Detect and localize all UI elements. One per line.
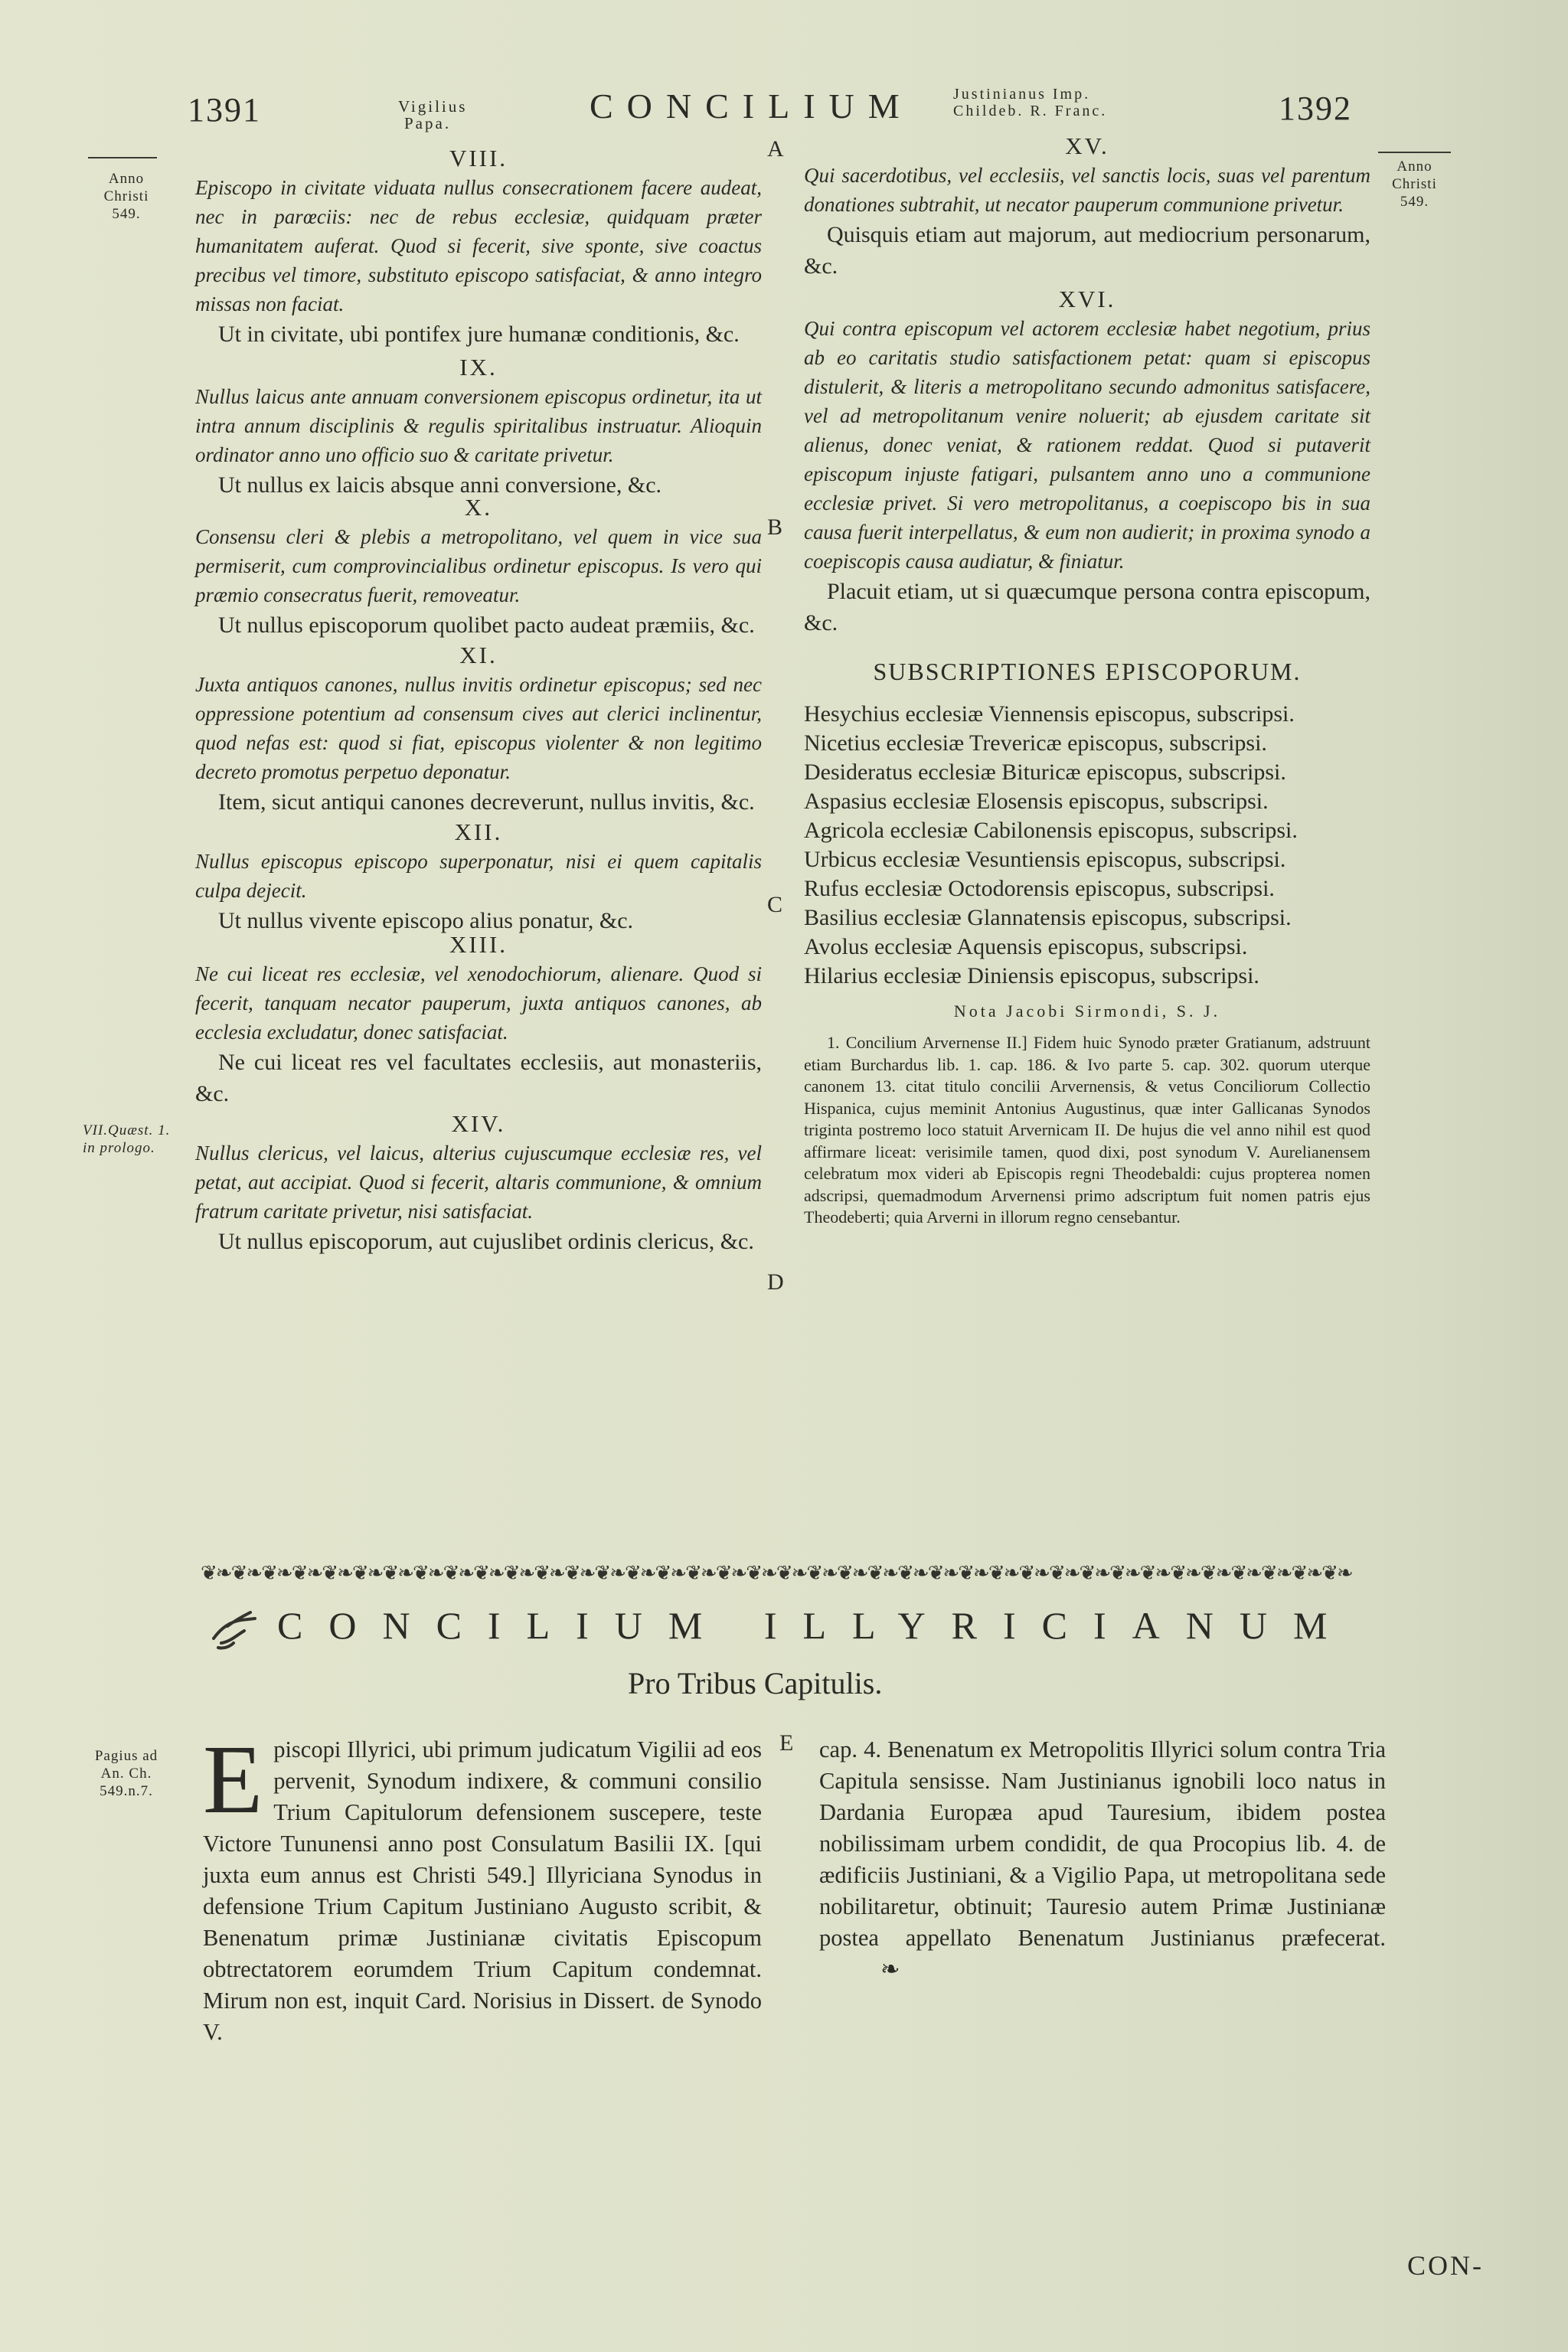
chapter-number: XII. <box>454 818 503 845</box>
canon-text: Qui contra episcopum vel actorem ecclesiæ habet negotium, prius ab eo caritatis studio satisfactionem petat: quam si episcopus distulerit, & literis a metropolitano secundo admonitus satisfacere, vel ad metropolitanum venire noluerit; ab ejusdem caritate sit alienus, donec veniat, & rationem reddat. Quod si putaverit episcopum injuste fatigari, pulsantem anno uno a communione ecclesiæ privet. Si vero metropolitanus, a coepiscopo bis in sua causa fuerit interpellatus, & eum non audierit; in proxima synodo a coepiscopis causa audiatur, & finiatur. <box>804 317 1370 573</box>
drop-capital: E <box>203 1725 263 1834</box>
canon-text: Episcopo in civitate viduata nullus consecrationem facere audeat, nec in parœciis: nec de rebus ecclesiæ, quidquam præter humanitatem auferat. Quod si fecerit, sive sponte, sive coactus precibus vel timore, substituto episcopo satisfaciat, & anno integro missas non faciat. <box>195 176 762 315</box>
margin-line: 549. <box>112 206 141 222</box>
right-column <box>804 132 1370 1229</box>
margin-line: Anno <box>108 171 145 187</box>
canon-text: Nullus laicus ante annuam conversionem episcopus ordinetur, ita ut intra annum disciplinis & regulis spiritalibus instruatur. Alioquin ordinator anno uno officio suo & caritate privetur. <box>195 385 762 466</box>
pointing-hand-icon <box>211 1605 260 1654</box>
header-right-small <box>953 86 1107 119</box>
chapter-number: XIII. <box>449 931 508 958</box>
nota-heading: Nota Jacobi Sirmondi, S. J. <box>953 1001 1221 1021</box>
section-letter-e: E <box>779 1730 794 1756</box>
illyricum-left-text <box>203 1725 762 2048</box>
header-left-line: Papa. <box>404 114 452 132</box>
margin-line: Christi <box>1392 176 1437 192</box>
canon-text: Nullus clericus, vel laicus, alterius cujuscumque ecclesiæ res, vel petat, aut accipiat. Quod si fecerit, altaris communione, & omnium fratrum caritate privetur, nisi satisfaciat. <box>195 1142 762 1223</box>
page-number-right: 1392 <box>1279 90 1352 127</box>
subscriptions-list <box>804 700 1370 991</box>
subscription-entry: Urbicus ecclesiæ Vesuntiensis episcopus, subscripsi. <box>804 847 1286 872</box>
chapter-number: VIII. <box>449 145 508 172</box>
margin-reference-pagius <box>84 1747 168 1800</box>
canon-summary: Ut nullus ex laicis absque anni conversione, &c. <box>218 472 662 498</box>
margin-line: 549.n.7. <box>100 1783 153 1799</box>
margin-line: 549. <box>1400 194 1429 210</box>
subscription-entry: Hilarius ecclesiæ Diniensis episcopus, subscripsi. <box>804 963 1259 988</box>
canon-summary: Ut nullus episcoporum, aut cujuslibet ordinis clericus, &c. <box>218 1229 754 1254</box>
canon-text: Consensu cleri & plebis a metropolitano, vel quem in vice sua permiserit, cum comprovincialibus ordinetur episcopus. Is vero qui præmio consecratus fuerit, removeatur. <box>195 525 762 606</box>
canon-text: Ne cui liceat res ecclesiæ, vel xenodochiorum, alienare. Quod si fecerit, tanquam necator pauperum, juxta antiquos canones, ab ecclesia excludatur, donec satisfaciat. <box>195 962 762 1044</box>
anno-christi-left <box>84 170 168 223</box>
subscription-entry: Basilius ecclesiæ Glannatensis episcopus, subscripsi. <box>804 905 1292 930</box>
margin-reference-quaest <box>83 1122 190 1157</box>
margin-line: An. Ch. <box>100 1766 152 1782</box>
subscription-entry: Hesychius ecclesiæ Viennensis episcopus, subscripsi. <box>804 701 1295 727</box>
canon-summary: Ut nullus episcoporum quolibet pacto audeat præmiis, &c. <box>218 612 755 638</box>
margin-line: Pagius ad <box>94 1748 158 1764</box>
section-letter-a: A <box>767 136 784 162</box>
canon-summary: Ne cui liceat res vel facultates ecclesiis, aut monasteriis, &c. <box>195 1050 762 1106</box>
header-right-line: Justinianus Imp. <box>953 86 1091 103</box>
margin-line: Anno <box>1396 158 1432 175</box>
end-ornament: ❧ <box>880 1956 900 1982</box>
illyricum-paragraph: cap. 4. Benenatum ex Metropolitis Illyrici solum contra Tria Capitula sensisse. Nam Justinianus ignobili loco natus in Dardania Europæa apud Tauresium, ibidem postea nobilissimam urbem condidit, de qua Procopius lib. 4. de ædificiis Justiniani, & a Vigilio Papa, ut metropolitana sede nobilitaretur, obtinuit; Tauresio autem Primæ Justinianæ postea appellato Benenatum Justinianus præfecerat. <box>819 1736 1386 1951</box>
chapter-number: XIV. <box>451 1110 506 1137</box>
chapter-number: XI. <box>459 642 498 668</box>
nota-text: 1. Concilium Arvernense II.] Fidem huic Synodo præter Gratianum, adstruunt etiam Burchardus lib. 1. cap. 186. & Ivo parte 5. cap. 302. quorum uterque canonem 13. citat titulo concilii Arvernensis, & vetus Conciliorum Collectio Hispanica, cujus meminit Antonius Augustinus, quæ inter Gallicanas Synodos triginta postremo loco statuit Arvernicam II. De hujus die vel anno nihil est quod affirmare liceat: verisimile tamen, quod dixi, post synodum V. Aurelianensem celebratum mox videri ab Episcopis regni Theodebaldi: cujus propterea nomen adscripsi, quemadmodum Arvernensi primo adscriptum fuit nomen patris ejus Theodeberti; quia Arverni in illorum regno censebantur. <box>804 1033 1370 1227</box>
subscription-entry: Aspasius ecclesiæ Elosensis episcopus, subscripsi. <box>804 789 1269 814</box>
margin-line: Christi <box>103 188 149 204</box>
section-subtitle: Pro Tribus Capitulis. <box>628 1666 883 1700</box>
page-number-left: 1391 <box>188 91 261 129</box>
margin-rule-right <box>1378 152 1451 153</box>
anno-christi-right <box>1378 158 1451 211</box>
section-letter-d: D <box>767 1269 784 1295</box>
running-title: CONCILIUM <box>590 87 913 126</box>
canon-summary: Placuit etiam, ut si quæcumque persona contra episcopum, &c. <box>804 579 1370 635</box>
canon-summary: Item, sicut antiqui canones decreverunt, nullus invitis, &c. <box>218 789 755 815</box>
chapter-number: X. <box>464 494 493 521</box>
canon-summary: Quisquis etiam aut majorum, aut mediocrium personarum, &c. <box>804 222 1370 279</box>
header-left-small <box>398 98 467 132</box>
canon-text: Qui sacerdotibus, vel ecclesiis, vel sanctis locis, suas vel parentum donationes subtrahit, ut necator pauperum communione privetur. <box>804 164 1370 216</box>
margin-rule-left <box>88 157 157 158</box>
subscription-entry: Agricola ecclesiæ Cabilonensis episcopus, subscripsi. <box>804 818 1298 843</box>
catchword: CON- <box>1407 2250 1484 2281</box>
subscriptions-heading: SUBSCRIPTIONES EPISCOPORUM. <box>873 658 1302 685</box>
section-letter-c: C <box>767 892 783 917</box>
illyricum-right-text <box>819 1734 1386 1985</box>
canon-text: Juxta antiquos canones, nullus invitis ordinetur episcopus; sed nec oppressione potentium ad consensum cives aut clerici inclinentur, quod nefas est: quod si fiat, episcopus violenter & non legitimo decreto promotus perpetuo deponatur. <box>195 673 762 783</box>
margin-line: in prologo. <box>83 1140 155 1156</box>
subscription-entry: Rufus ecclesiæ Octodorensis episcopus, subscripsi. <box>804 876 1275 901</box>
left-column <box>195 144 762 1257</box>
subscription-entry: Avolus ecclesiæ Aquensis episcopus, subscripsi. <box>804 934 1248 959</box>
chapter-number: IX. <box>459 354 498 381</box>
header-right-line: Childeb. R. Franc. <box>953 103 1108 119</box>
canon-text: Nullus episcopus episcopo superponatur, nisi ei quem capitalis culpa dejecit. <box>195 850 762 902</box>
subscription-entry: Desideratus ecclesiæ Bituricæ episcopus, subscripsi. <box>804 760 1286 785</box>
header-left-line: Vigilius <box>398 97 468 116</box>
chapter-number: XV. <box>1065 132 1109 159</box>
canon-summary: Ut nullus vivente episcopo alius ponatur, &c. <box>218 908 634 933</box>
canon-summary: Ut in civitate, ubi pontifex jure humanæ conditionis, &c. <box>218 322 740 347</box>
section-letter-b: B <box>767 514 783 540</box>
section-title: CONCILIUM ILLYRICIANUM <box>277 1604 1354 1647</box>
chapter-number: XVI. <box>1058 286 1116 312</box>
subscription-entry: Nicetius ecclesiæ Trevericæ episcopus, subscripsi. <box>804 730 1267 756</box>
margin-line: VII.Quæst. 1. <box>83 1122 171 1138</box>
illyricum-paragraph: piscopi Illyrici, ubi primum judicatum Vigilii ad eos pervenit, Synodum indixere, & communi consilio Trium Capitulorum defensionem suscepere, teste Victore Tununensi anno post Consulatum Basilii IX. [qui juxta eum annus est Christi 549.] Illyriciana Synodus in defensione Trium Capitum Justiniano Augusto scribit, & Benenatum primæ Justinianæ civitatis Episcopum obtrectatorem eorumdem Trium Capitum condemnat. Mirum non est, inquit Card. Norisius in Dissert. de Synodo V. <box>203 1736 762 2045</box>
ornamental-border: ❦❧❦❧❦❧❦❧❦❧❦❧❦❧❦❧❦❧❦❧❦❧❦❧❦❧❦❧❦❧❦❧❦❧❦❧❦❧❦❧❦❧❦❧❦❧❦❧❦❧❦❧❦❧❦❧❦❧❦❧❦❧❦❧❦❧❦❧❦❧❦❧❦❧❦❧ <box>201 1562 1352 1582</box>
